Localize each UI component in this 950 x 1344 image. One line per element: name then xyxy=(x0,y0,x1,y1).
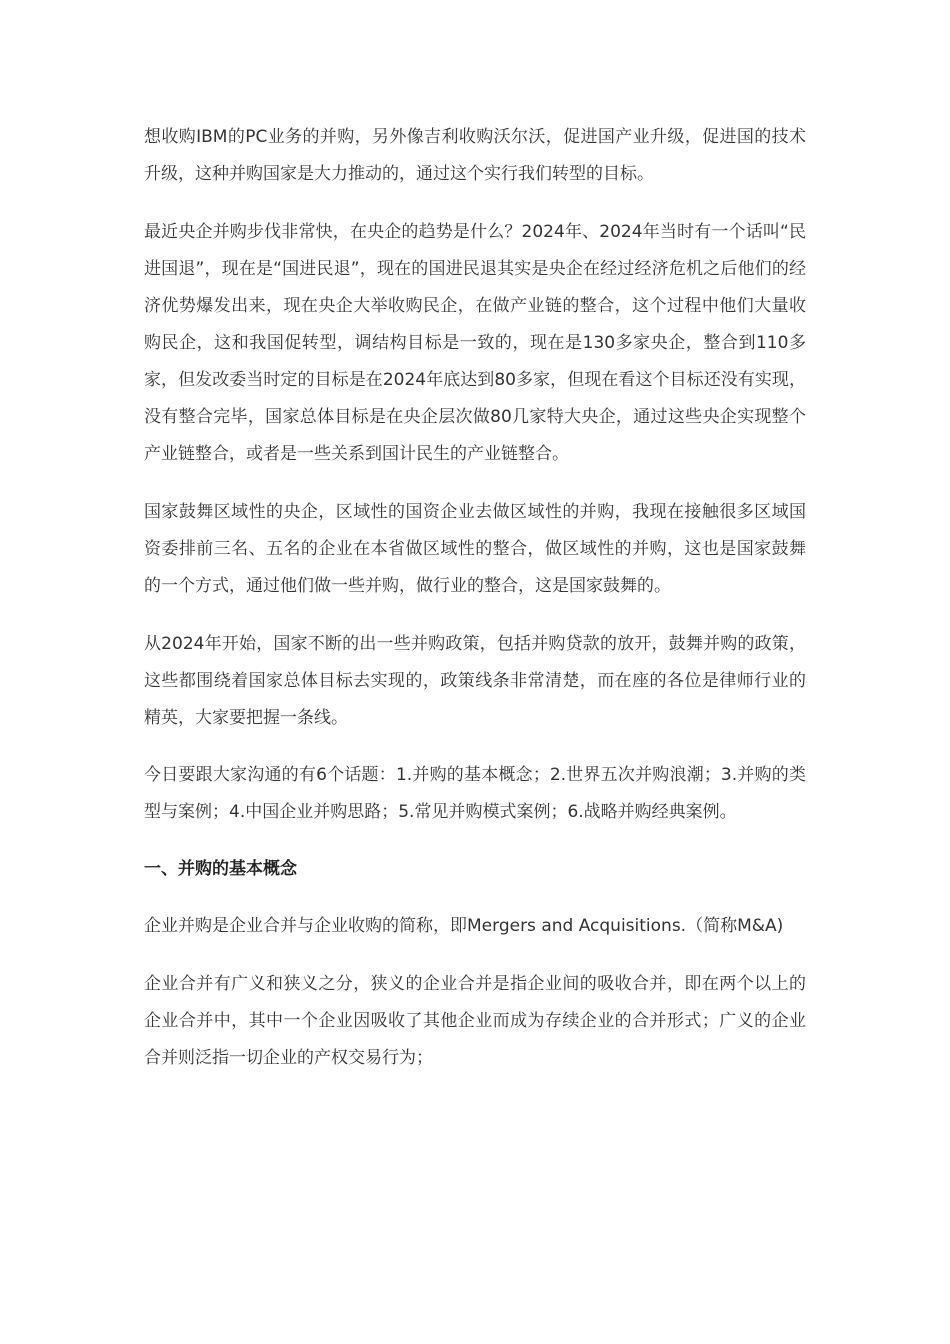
section-heading: 一、并购的基本概念 xyxy=(144,859,297,879)
paragraph-ibm-acquisition: 想收购IBM的PC业务的并购，另外像吉利收购沃尔沃，促进国产业升级，促进国的技术升级，这种并购国家是大力推动的，通过这个实行我们转型的目标。 xyxy=(144,127,806,184)
paragraph-regional-mergers: 国家鼓舞区域性的央企，区域性的国资企业去做区域性的并购，我现在接触很多区域国资委排前三名、五名的企业在本省做区域性的整合，做区域性的并购，这也是国家鼓舞的一个方式，通过他们做一些并购，做行业的整合，这是国家鼓舞的。 xyxy=(144,502,806,596)
paragraph-merger-types: 企业合并有广义和狭义之分，狭义的企业合并是指企业间的吸收合并，即在两个以上的企业合并中，其中一个企业因吸收了其他企业而成为存续企业的合并形式；广义的企业合并则泛指一切企业的产权交易行为； xyxy=(144,974,806,1068)
paragraph-central-soe-trend: 最近央企并购步伐非常快，在央企的趋势是什么？2024年、2024年当时有一个话叫“民进国退”，现在是“国进民退”，现在的国进民退其实是央企在经过经济危机之后他们的经济优势爆发出来，现在央企大举收购民企，在做产业链的整合，这个过程中他们大量收购民企，这和我国促转型，调结构目标是一致的，现在是130多家央企，整合到110多家，但发改委当时定的目标是在2024年底达到80多家，但现在看这个目标还没有实现，没有整合完毕，国家总体目标是在央企层次做80几家特大央企，通过这些央企实现整个产业链整合，或者是一些关系到国计民生的产业链整合。 xyxy=(144,222,806,464)
paragraph-merger-policy: 从2024年开始，国家不断的出一些并购政策，包括并购贷款的放开，鼓舞并购的政策，这些都围绕着国家总体目标去实现的，政策线条非常清楚，而在座的各位是律师行业的精英，大家要把握一条线。 xyxy=(144,634,806,728)
paragraph-ma-definition: 企业并购是企业合并与企业收购的简称，即Mergers and Acquisitions.（简称M&A) xyxy=(144,916,784,936)
paragraph-topics-list: 今日要跟大家沟通的有6个话题：1.并购的基本概念；2.世界五次并购浪潮；3.并购的类型与案例；4.中国企业并购思路；5.常见并购模式案例；6.战略并购经典案例。 xyxy=(144,765,806,822)
document-page xyxy=(144,119,806,1077)
